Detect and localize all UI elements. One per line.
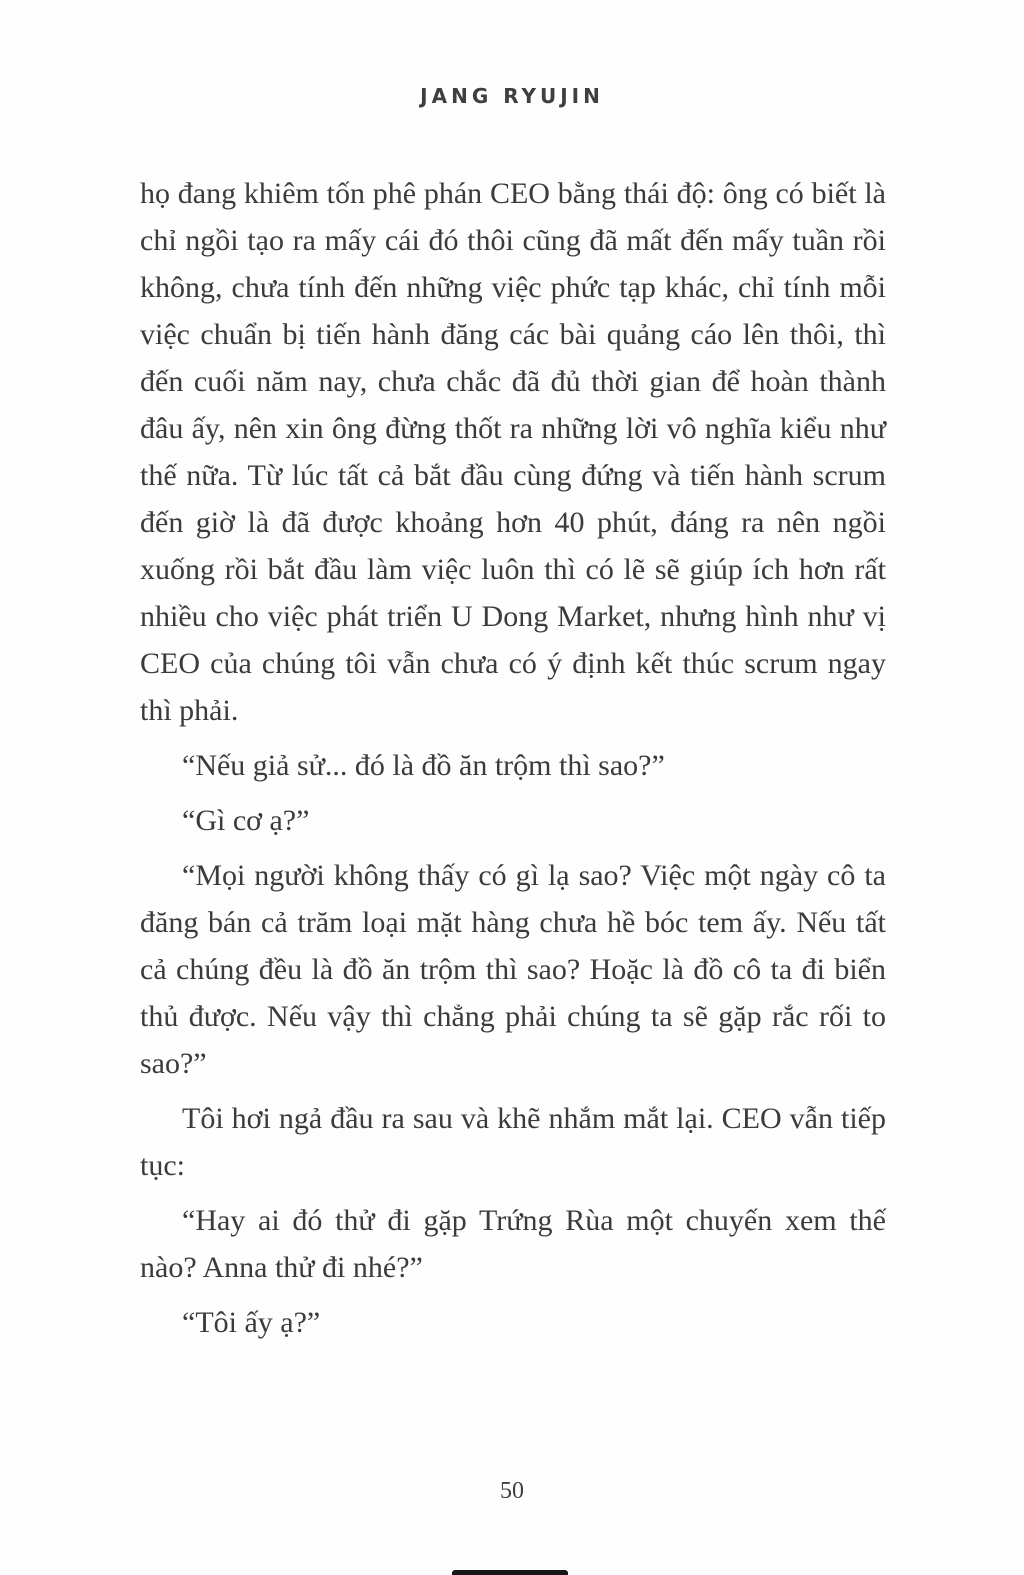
scan-artifact [452,1570,568,1575]
paragraph: “Gì cơ ạ?” [182,804,310,837]
running-header-author: JANG RYUJIN [420,84,604,108]
body-text [140,170,886,1354]
paragraph: họ đang khiêm tốn phê phán CEO bằng thái độ: ông có biết là chỉ ngồi tạo ra mấy cái đó thôi cũng đã mất đến mấy tuần rồi không, chưa tính đến những việc phức tạp khác, chỉ tính mỗi việc chuẩn bị tiến hành đăng các bài quảng cáo lên thôi, thì đến cuối năm nay, chưa chắc đã đủ thời gian để hoàn thành đâu ấy, nên xin ông đừng thốt ra những lời vô nghĩa kiểu như thế nữa. Từ lúc tất cả bắt đầu cùng đứng và tiến hành scrum đến giờ là đã được khoảng hơn 40 phút, đáng ra nên ngồi xuống rồi bắt đầu làm việc luôn thì có lẽ sẽ giúp ích hơn rất nhiều cho việc phát triển U Dong Market, nhưng hình như vị CEO của chúng tôi vẫn chưa có ý định kết thúc scrum ngay thì phải. [140,177,886,727]
paragraph: Tôi hơi ngả đầu ra sau và khẽ nhắm mắt lại. CEO vẫn tiếp tục: [140,1102,886,1182]
paragraph: “Hay ai đó thử đi gặp Trứng Rùa một chuyến xem thế nào? Anna thử đi nhé?” [140,1204,886,1284]
paragraph: “Tôi ấy ạ?” [182,1306,321,1339]
page-number: 50 [500,1478,524,1504]
paragraph: “Nếu giả sử... đó là đồ ăn trộm thì sao?” [182,749,665,782]
paragraph: “Mọi người không thấy có gì lạ sao? Việc một ngày cô ta đăng bán cả trăm loại mặt hàng chưa hề bóc tem ấy. Nếu tất cả chúng đều là đồ ăn trộm thì sao? Hoặc là đồ cô ta đi biển thủ được. Nếu vậy thì chẳng phải chúng ta sẽ gặp rắc rối to sao?” [140,859,886,1080]
